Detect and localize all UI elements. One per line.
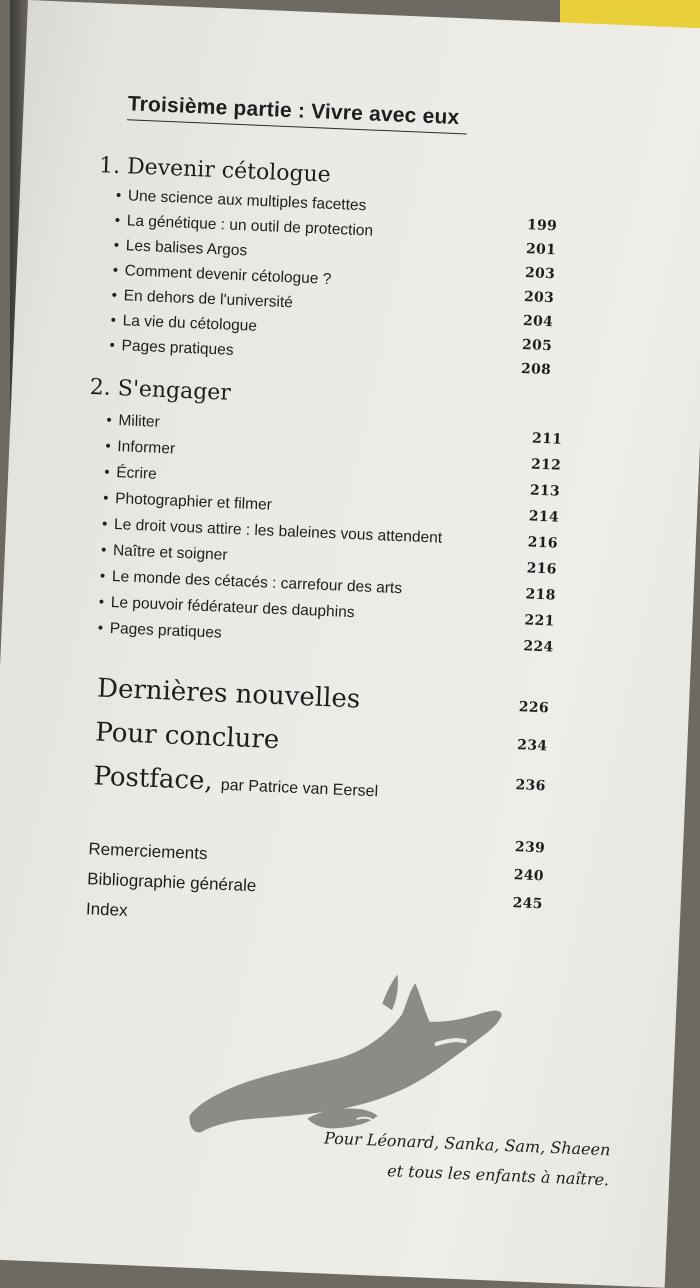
entry-label: Le monde des cétacés : carrefour des arts	[111, 568, 403, 598]
entry-label: En dehors de l'université	[123, 287, 294, 312]
entry-label: La génétique : un outil de protection	[126, 212, 374, 240]
dedication-line: et tous les enfants à naître.	[386, 1161, 610, 1190]
page-number: 245	[512, 895, 544, 913]
bullet-icon: •	[111, 286, 118, 304]
entry-label: Le droit vous attire : les baleines vous attendent	[113, 516, 443, 547]
entry-label: Militer	[118, 412, 161, 431]
section-title: Pour conclure	[94, 717, 280, 756]
bullet-icon: •	[101, 515, 108, 533]
page-number: 226	[518, 699, 550, 717]
bullet-icon: •	[100, 541, 107, 559]
entry-label: Photographier et filmer	[114, 490, 273, 514]
page-number: 199	[526, 217, 558, 235]
bullet-icon: •	[106, 411, 113, 429]
page-number: 203	[524, 265, 556, 283]
orca-mother-and-calf-icon	[187, 966, 504, 1149]
entry-label: Écrire	[115, 464, 158, 483]
page-number: 236	[515, 777, 546, 795]
page-number: 212	[530, 456, 562, 474]
page-number: 211	[531, 430, 563, 448]
entry-label: La vie du cétologue	[122, 312, 258, 335]
page-number: 218	[525, 586, 556, 604]
page-number: 205	[521, 336, 553, 355]
page-number: 224	[523, 638, 554, 656]
page-number: 216	[527, 534, 559, 552]
entry-label: Une science aux multiples facettes	[127, 187, 367, 215]
section-byline: par Patrice van Eersel	[220, 776, 379, 801]
entry-label: Naître et soigner	[112, 542, 228, 564]
page-number: 221	[524, 612, 555, 630]
page-number: 213	[529, 482, 561, 500]
section-title	[93, 761, 379, 803]
entry-label: Les balises Argos	[125, 237, 248, 260]
chapter-title: 1. Devenir cétologue	[98, 153, 332, 188]
entry-label: Pages pratiques	[109, 619, 223, 642]
page-number: 201	[525, 241, 557, 259]
bullet-icon: •	[113, 236, 120, 255]
page-number: 208	[520, 360, 552, 379]
part-title: Troisième partie : Vivre avec eux	[127, 92, 468, 134]
dedication	[279, 1122, 611, 1196]
bullet-icon: •	[102, 489, 109, 507]
entry-label: Le pouvoir fédérateur des dauphins	[110, 594, 355, 622]
page-number: 240	[513, 867, 545, 885]
bullet-icon: •	[115, 186, 122, 205]
page-number: 203	[523, 289, 555, 307]
bullet-icon: •	[112, 261, 119, 279]
bullet-icon: •	[98, 593, 105, 611]
entry-label: Pages pratiques	[121, 337, 234, 359]
bullet-icon: •	[105, 437, 112, 455]
section-label: Postface,	[92, 761, 214, 797]
dedication-line: Pour Léonard, Sanka, Sam, Shaeen	[323, 1128, 611, 1160]
bullet-icon: •	[99, 567, 106, 585]
bullet-icon: •	[103, 463, 110, 481]
entry-label: Bibliographie générale	[86, 869, 257, 896]
entry-label: Remerciements	[88, 839, 208, 864]
entry-label: Comment devenir cétologue ?	[124, 262, 332, 288]
bullet-icon: •	[114, 211, 121, 230]
page-number: 216	[526, 560, 558, 578]
page-number: 214	[528, 508, 560, 526]
entry-label: Index	[85, 899, 128, 920]
page-number: 204	[522, 313, 554, 331]
section-title: Dernières nouvelles	[96, 673, 361, 715]
page-number: 239	[514, 839, 546, 857]
page-number: 234	[516, 737, 548, 755]
bullet-icon: •	[97, 619, 104, 637]
entry-label: Informer	[117, 438, 176, 458]
bullet-icon: •	[110, 311, 117, 329]
chapter-title: 2. S'engager	[89, 374, 232, 406]
bullet-icon: •	[109, 336, 116, 354]
